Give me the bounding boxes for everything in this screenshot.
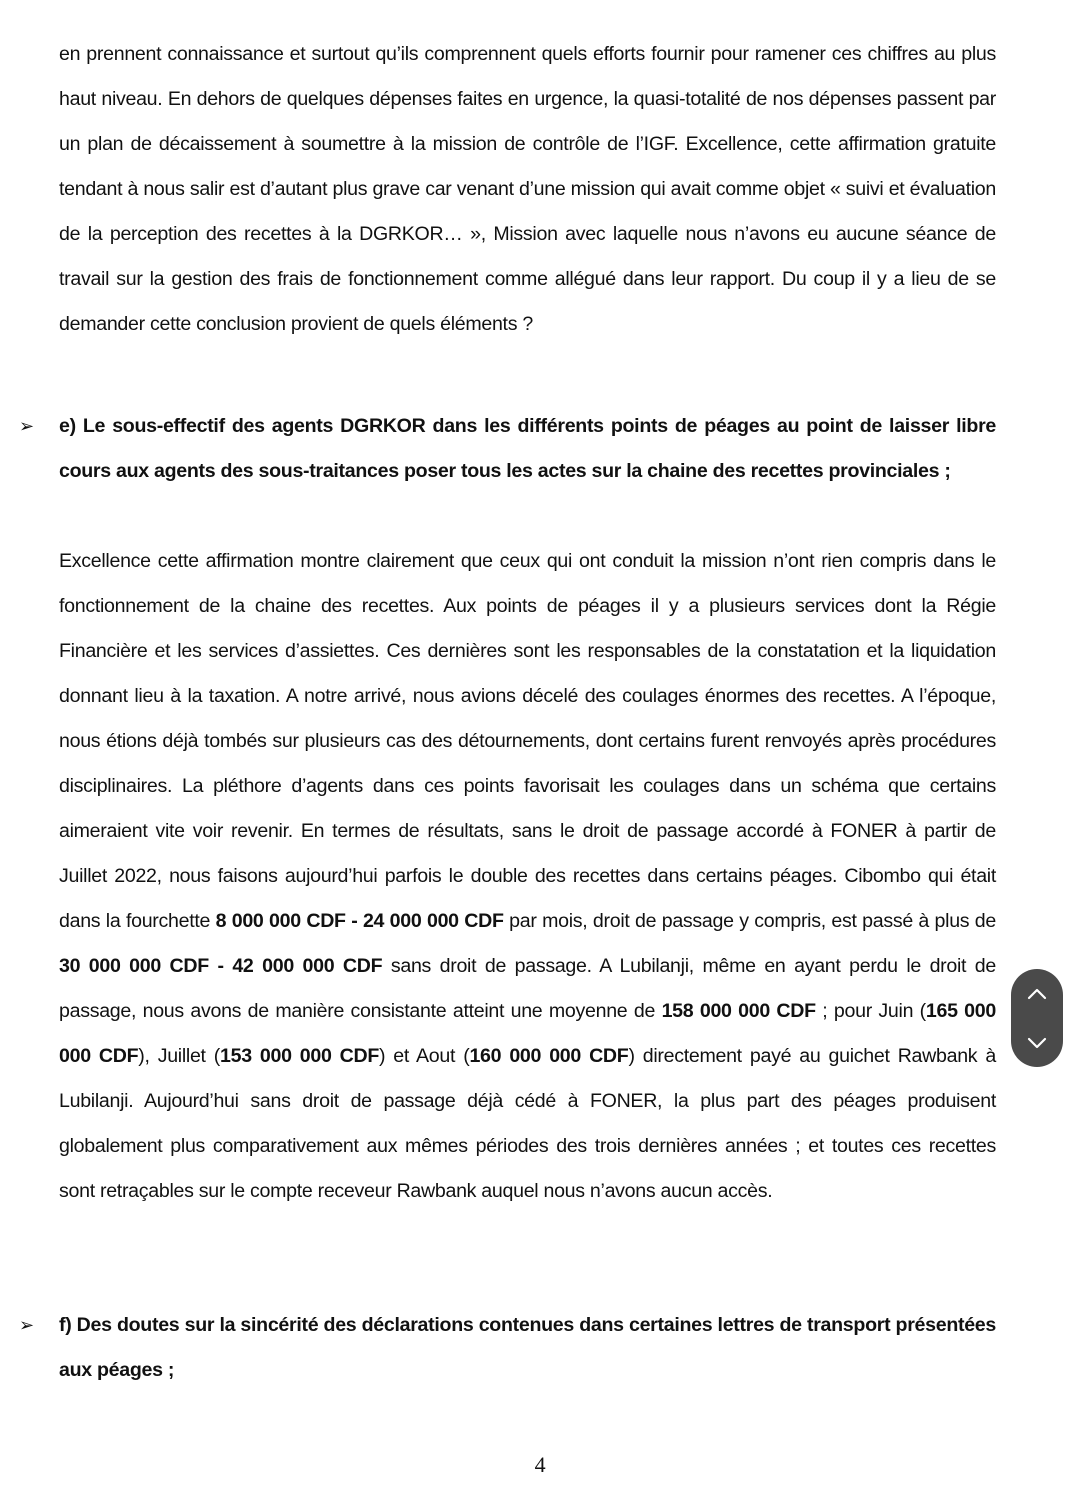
paragraph-intro: en prennent connaissance et surtout qu’ils comprennent quels efforts fournir pour ramener ces chiffres au plus haut niveau. En dehors de quelques dépenses faites en urgence, la quasi-totalité de nos dépenses passent par un plan de décaissement à soumettre à la mission de contrôle de l’IGF. Excellence, cette affirmation gratuite tendant à nous salir est d’autant plus grave car venant d’une mission qui avait comme objet « suivi et évaluation de la perception des recettes à la DGRKOR… », Mission avec laquelle nous n’avons eu aucune séance de travail sur la gestion des frais de fonctionnement comme allégué dans leur rapport. Du coup il y a lieu de se demander cette conclusion provient de quels éléments ? xyxy=(59,43,996,335)
text-run: ), Juillet ( xyxy=(138,1045,220,1067)
scroll-down-button[interactable] xyxy=(1011,1018,1063,1067)
page-number: 4 xyxy=(534,1452,546,1477)
text-run: sans droit de passage. A Lubilanji, même en ayant perdu le droit de passage, nous avons de manière consistante atteint une moyenne de xyxy=(59,955,996,1022)
text-run: par mois, droit de passage y compris, est passé à plus de xyxy=(503,910,996,932)
section-heading-e: e) Le sous-effectif des agents DGRKOR dans les différents points de péages au point de laisser libre cours aux agents des sous-traitances poser tous les actes sur la chaine des recettes provinciales ; xyxy=(59,415,996,482)
bold-amount: 153 000 000 CDF xyxy=(220,1045,379,1067)
text-run: ) et Aout ( xyxy=(378,1045,470,1067)
bold-amount: 30 000 000 CDF - 42 000 000 CDF xyxy=(59,955,383,977)
bullet-arrow-icon: ➢ xyxy=(19,416,34,437)
chevron-down-icon xyxy=(1027,1037,1047,1049)
bold-amount: 160 000 000 CDF xyxy=(469,1045,629,1067)
bold-amount: 158 000 000 CDF xyxy=(661,1000,816,1022)
section-heading-f: f) Des doutes sur la sincérité des déclarations contenues dans certaines lettres de transport présentées aux péages ; xyxy=(59,1314,996,1381)
text-run: ) directement payé au guichet Rawbank à Lubilanji. Aujourd’hui sans droit de passage déjà cédé à FONER, la plus part des péages produisent globalement plus comparativement aux mêmes périodes des trois dernières années ; et toutes ces recettes sont retraçables sur le compte receveur Rawbank auquel nous n’avons aucun accès. xyxy=(59,1045,996,1202)
text-run: Excellence cette affirmation montre clairement que ceux qui ont conduit la mission n’ont rien compris dans le fonctionnement de la chaine des recettes. Aux points de péages il y a plusieurs services dont la Régie Financière et les services d’assiettes. Ces dernières sont les responsables de la constatation et la liquidation donnant lieu à la taxation. A notre arrivé, nous avions décelé des coulages énormes des recettes. A l’époque, nous étions déjà tombés sur plusieurs cas des détournements, dont certains furent renvoyés après procédures disciplinaires. La pléthore d’agents dans ces points favorisait les coulages dans un schéma que certains aimeraient vite voir revenir. En termes de résultats, sans le droit de passage accordé à FONER à partir de Juillet 2022, nous faisons aujourd’hui parfois le double des recettes dans certains péages. Cibombo qui était dans la fourchette xyxy=(59,550,996,932)
bold-amount: 8 000 000 CDF - 24 000 000 CDF xyxy=(215,910,504,932)
scroll-navigation-widget xyxy=(1011,969,1063,1067)
paragraph-section-e xyxy=(59,539,996,1214)
text-run: ; pour Juin ( xyxy=(815,1000,926,1022)
bold-amount: 165 000 000 CDF xyxy=(59,1000,996,1067)
bullet-arrow-icon: ➢ xyxy=(19,1315,34,1336)
scroll-up-button[interactable] xyxy=(1011,969,1063,1018)
chevron-up-icon xyxy=(1027,988,1047,1000)
